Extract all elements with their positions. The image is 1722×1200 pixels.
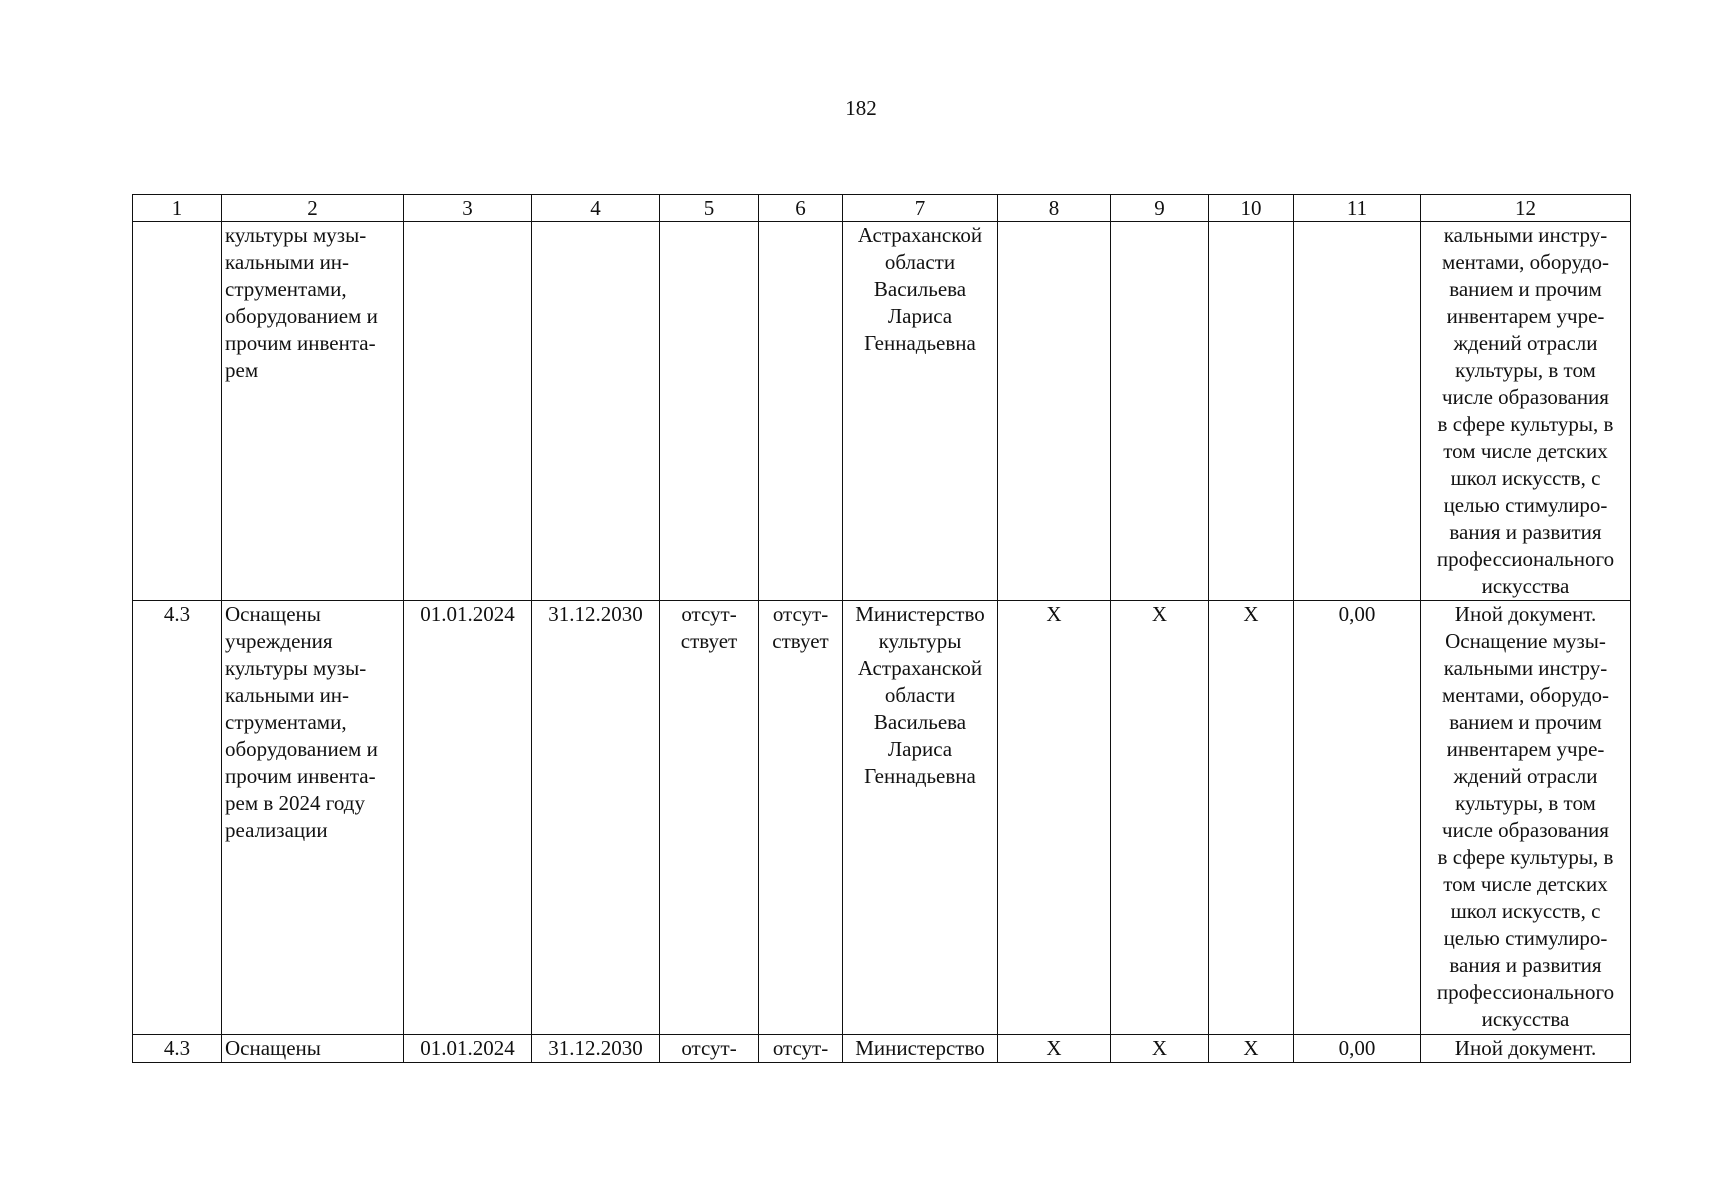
cell-line: ментами, оборудо- — [1442, 683, 1609, 707]
cell-line: учреждения — [225, 629, 333, 653]
column-header-row — [133, 195, 1631, 222]
cell-line: кальными инстру- — [1443, 656, 1608, 680]
table-row — [133, 222, 1631, 601]
cell-col5 — [660, 601, 759, 1035]
cell-line: Астраханской — [857, 223, 983, 247]
cell-line: ствует — [772, 629, 829, 653]
cell-line: инвентарем учре- — [1446, 304, 1605, 328]
cell-line: прочим инвента- — [225, 331, 376, 355]
cell-line: в сфере культуры, в — [1437, 412, 1614, 436]
table-row — [133, 1035, 1631, 1063]
column-header: 5 — [660, 195, 759, 222]
column-header: 3 — [404, 195, 532, 222]
cell-end-date: 31.12.2030 — [532, 601, 660, 1035]
cell-col6 — [759, 1035, 843, 1063]
cell-end-date — [532, 222, 660, 601]
cell-col8 — [998, 222, 1111, 601]
cell-line: Оснащены — [225, 602, 321, 626]
cell-line: ванием и прочим — [1449, 277, 1602, 301]
cell-line: рем — [225, 358, 259, 382]
cell-line: профессионального — [1436, 980, 1615, 1004]
cell-line: Оснащение музы- — [1445, 629, 1606, 653]
cell-end-date: 31.12.2030 — [532, 1035, 660, 1063]
column-header: 4 — [532, 195, 660, 222]
cell-line: профессионального — [1436, 547, 1615, 571]
cell-line: Министерство — [855, 602, 985, 626]
cell-line: том числе детских — [1443, 439, 1608, 463]
cell-line: числе образования — [1442, 385, 1609, 409]
page-number: 182 — [845, 96, 877, 120]
cell-line: искусства — [1481, 574, 1570, 598]
cell-col8: X — [998, 1035, 1111, 1063]
cell-line: школ искусств, с — [1450, 899, 1601, 923]
cell-line: оборудованием и — [225, 737, 378, 761]
cell-line: отсут- — [681, 602, 737, 626]
cell-start-date — [404, 222, 532, 601]
cell-line: культуры музы- — [225, 223, 367, 247]
cell-line: кальными инстру- — [1443, 223, 1608, 247]
cell-document — [1421, 601, 1631, 1035]
cell-line: оборудованием и — [225, 304, 378, 328]
cell-line: культуры, в том — [1455, 791, 1596, 815]
cell-line: отсут- — [772, 1036, 829, 1060]
table-row — [133, 601, 1631, 1035]
column-header: 7 — [843, 195, 998, 222]
cell-line: области — [884, 683, 956, 707]
column-header: 8 — [998, 195, 1111, 222]
cell-line: числе образования — [1442, 818, 1609, 842]
cell-responsible — [843, 1035, 998, 1063]
cell-line: Лариса — [887, 304, 953, 328]
cell-result-name — [222, 1035, 404, 1063]
cell-col10 — [1209, 222, 1294, 601]
cell-col5 — [660, 222, 759, 601]
cell-line: прочим инвента- — [225, 764, 376, 788]
cell-col5 — [660, 1035, 759, 1063]
cell-line: кальными ин- — [225, 250, 350, 274]
cell-line: инвентарем учре- — [1446, 737, 1605, 761]
cell-col6 — [759, 222, 843, 601]
cell-line: рем в 2024 году — [225, 791, 365, 815]
cell-line: Министерство — [855, 1036, 985, 1060]
cell-col9 — [1111, 222, 1209, 601]
cell-line: струментами, — [225, 277, 347, 301]
cell-line: Оснащены — [225, 1036, 321, 1060]
cell-responsible — [843, 601, 998, 1035]
cell-line: отсут- — [681, 1036, 737, 1060]
cell-line: Геннадьевна — [864, 764, 976, 788]
cell-line: том числе детских — [1443, 872, 1608, 896]
cell-line: искусства — [1481, 1007, 1570, 1031]
cell-number — [133, 222, 222, 601]
column-header: 2 — [222, 195, 404, 222]
cell-line: отсут- — [772, 602, 829, 626]
cell-col9: X — [1111, 1035, 1209, 1063]
column-header: 10 — [1209, 195, 1294, 222]
cell-line: вания и развития — [1449, 953, 1602, 977]
cell-line: ментами, оборудо- — [1442, 250, 1609, 274]
cell-line: ствует — [680, 629, 738, 653]
cell-line: культуры музы- — [225, 656, 367, 680]
cell-line: кальными ин- — [225, 683, 350, 707]
column-header: 11 — [1294, 195, 1421, 222]
cell-line: целью стимулиро- — [1443, 926, 1608, 950]
cell-amount: 0,00 — [1294, 1035, 1421, 1063]
cell-line: в сфере культуры, в — [1437, 845, 1614, 869]
cell-line: культуры, в том — [1455, 358, 1596, 382]
cell-line: Астраханской — [857, 656, 983, 680]
cell-number: 4.3 — [133, 1035, 222, 1063]
cell-start-date: 01.01.2024 — [404, 601, 532, 1035]
cell-start-date: 01.01.2024 — [404, 1035, 532, 1063]
cell-amount: 0,00 — [1294, 601, 1421, 1035]
column-header: 12 — [1421, 195, 1631, 222]
cell-col6 — [759, 601, 843, 1035]
cell-responsible — [843, 222, 998, 601]
cell-result-name — [222, 222, 404, 601]
cell-number: 4.3 — [133, 601, 222, 1035]
cell-col10: X — [1209, 1035, 1294, 1063]
column-header: 1 — [133, 195, 222, 222]
cell-line: Васильева — [873, 277, 967, 301]
cell-line: ванием и прочим — [1449, 710, 1602, 734]
cell-col10: X — [1209, 601, 1294, 1035]
column-header: 9 — [1111, 195, 1209, 222]
cell-line: ждений отрасли — [1453, 764, 1598, 788]
cell-line: Геннадьевна — [864, 331, 976, 355]
column-header: 6 — [759, 195, 843, 222]
cell-line: области — [884, 250, 956, 274]
cell-line: ждений отрасли — [1453, 331, 1598, 355]
cell-amount — [1294, 222, 1421, 601]
cell-document — [1421, 1035, 1631, 1063]
cell-col8: X — [998, 601, 1111, 1035]
plan-table — [132, 194, 1631, 1063]
cell-result-name — [222, 601, 404, 1035]
cell-line: целью стимулиро- — [1443, 493, 1608, 517]
cell-line: реализации — [225, 818, 328, 842]
cell-line: Лариса — [887, 737, 953, 761]
cell-line: струментами, — [225, 710, 347, 734]
cell-line: культуры — [878, 629, 962, 653]
cell-line: школ искусств, с — [1450, 466, 1601, 490]
cell-line: Васильева — [873, 710, 967, 734]
cell-line: Иной документ. — [1454, 602, 1597, 626]
cell-col9: X — [1111, 601, 1209, 1035]
cell-line: Иной документ. — [1454, 1036, 1597, 1060]
cell-line: вания и развития — [1449, 520, 1602, 544]
cell-document — [1421, 222, 1631, 601]
